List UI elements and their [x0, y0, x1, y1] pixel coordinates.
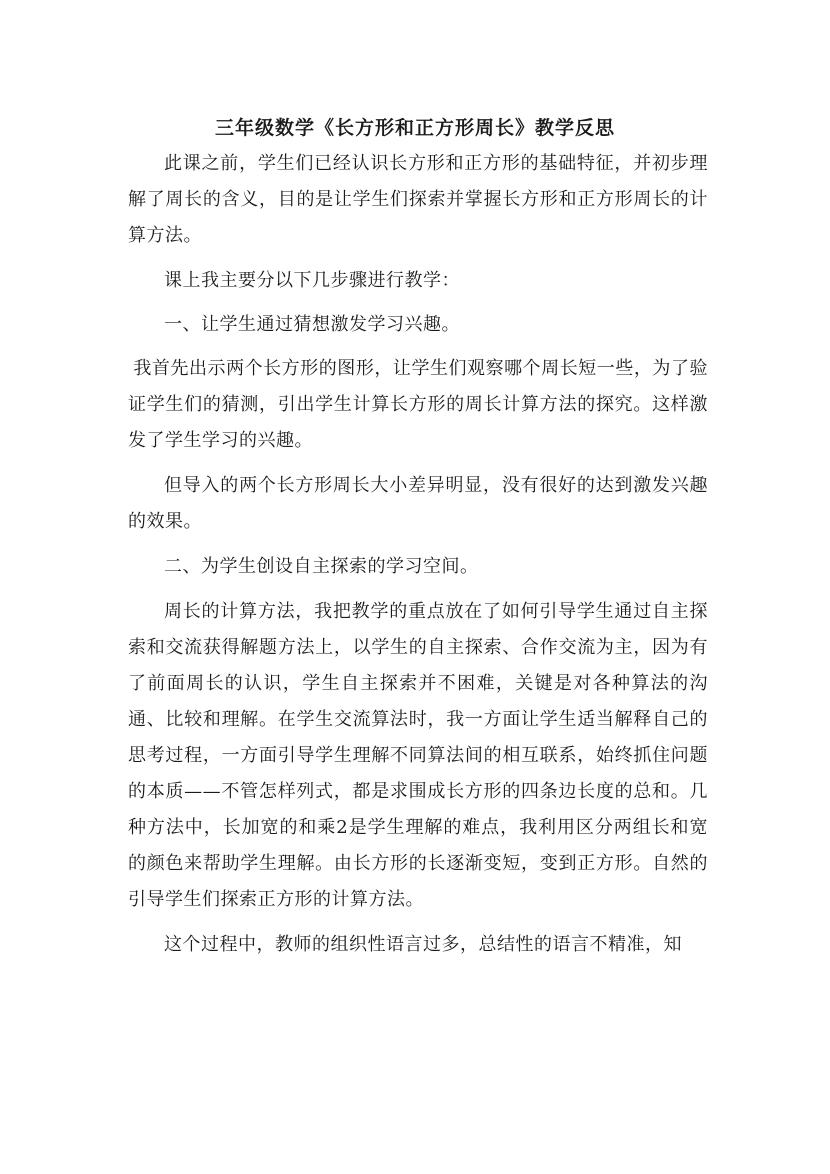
- paragraph-intro: 此课之前，学生们已经认识长方形和正方形的基础特征，并初步理解了周长的含义，目的是让学生们探索并掌握长方形和正方形周长的计算方法。: [128, 153, 708, 246]
- paragraph-step2-detail: 周长的计算方法，我把教学的重点放在了如何引导学生通过自主探索和交流获得解题方法上，以学生的自主探索、合作交流为主，因为有了前面周长的认识，学生自主探索并不困难，关键是对各种算法的沟通、比较和理解。在学生交流算法时，我一方面让学生适当解释自己的思考过程，一方面引导学生理解不同算法间的相互联系，始终抓住问题的本质——不管怎样列式，都是求围成长方形的四条边长度的总和。几种方法中，长加宽的和乘2是学生理解的难点，我利用区分两组长和宽的颜色来帮助学生理解。由长方形的长逐渐变短，变到正方形。自然的引导学生们探索正方形的计算方法。: [128, 601, 708, 910]
- section-heading-2: 二、为学生创设自主探索的学习空间。: [164, 556, 479, 577]
- section-heading-1: 一、让学生通过猜想激发学习兴趣。: [164, 314, 460, 335]
- page-title: 三年级数学《长方形和正方形周长》教学反思: [214, 117, 615, 139]
- document-body: [128, 146, 708, 963]
- paragraph-step1-detail: 我首先出示两个长方形的图形，让学生们观察哪个周长短一些，为了验证学生们的猜测，引出学生计算长方形的周长计算方法的探究。这样激发了学生学习的兴趣。: [128, 358, 708, 451]
- paragraph-step1-reflection: 但导入的两个长方形周长大小差异明显，没有很好的达到激发兴趣的效果。: [128, 475, 708, 532]
- paragraph-steps-intro: 课上我主要分以下几步骤进行教学：: [164, 270, 460, 291]
- paragraph-step2-reflection: 这个过程中，教师的组织性语言过多，总结性的语言不精准，知: [164, 934, 682, 955]
